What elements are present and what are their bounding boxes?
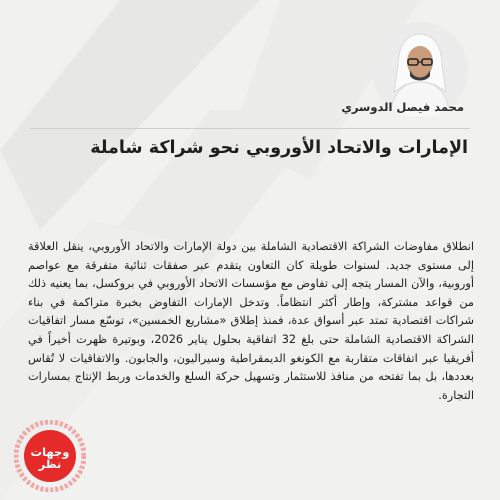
opinion-badge-label [30, 446, 70, 470]
article-headline: الإمارات والاتحاد الأوروبي نحو شراكة شاملة [90, 138, 468, 158]
divider [30, 128, 470, 129]
badge-line-1: وجهات [30, 445, 70, 459]
author-name: محمد فيصل الدوسري [341, 100, 464, 114]
badge-line-2: نظر [38, 457, 62, 471]
article-body: انطلاق مفاوضات الشراكة الاقتصادية الشاملة بين دولة الإمارات والاتحاد الأوروبي، ينقل العلاقة إلى مستوى جديد. لسنوات طويلة كان التعاون يتقدم عبر صفقات ثنائية متفرقة مع عواصم أوروبية، والآن المسار يتجه إلى تفاوض مع مؤسسات الاتحاد الأوروبي في بروكسل، بما يعنيه ذلك من قواعد مشتركة، وإطار أكثر انتظاماً. وتدخل الإمارات التفاوض بخبرة متراكمة في بناء شراكات اقتصادية تمتد عبر أسواق عدة، فمنذ إطلاق «مشاريع الخمسين»، توسّع مسار اتفاقيات الشراكة الاقتصادية الشاملة حتى بلغ 32 اتفاقية بحلول يناير 2026، وبوتيرة ظهرت أخيراً في أفريقيا عبر اتفاقات متقاربة مع الكونغو الديمقراطية وسيراليون، والجابون. والاتفاقيات لا تُقاس بعددها، بل بما تفتحه من منافذ للاستثمار وتسهيل حركة السلع والخدمات وربط الإنتاج بمسارات التجارة. [28, 240, 475, 402]
